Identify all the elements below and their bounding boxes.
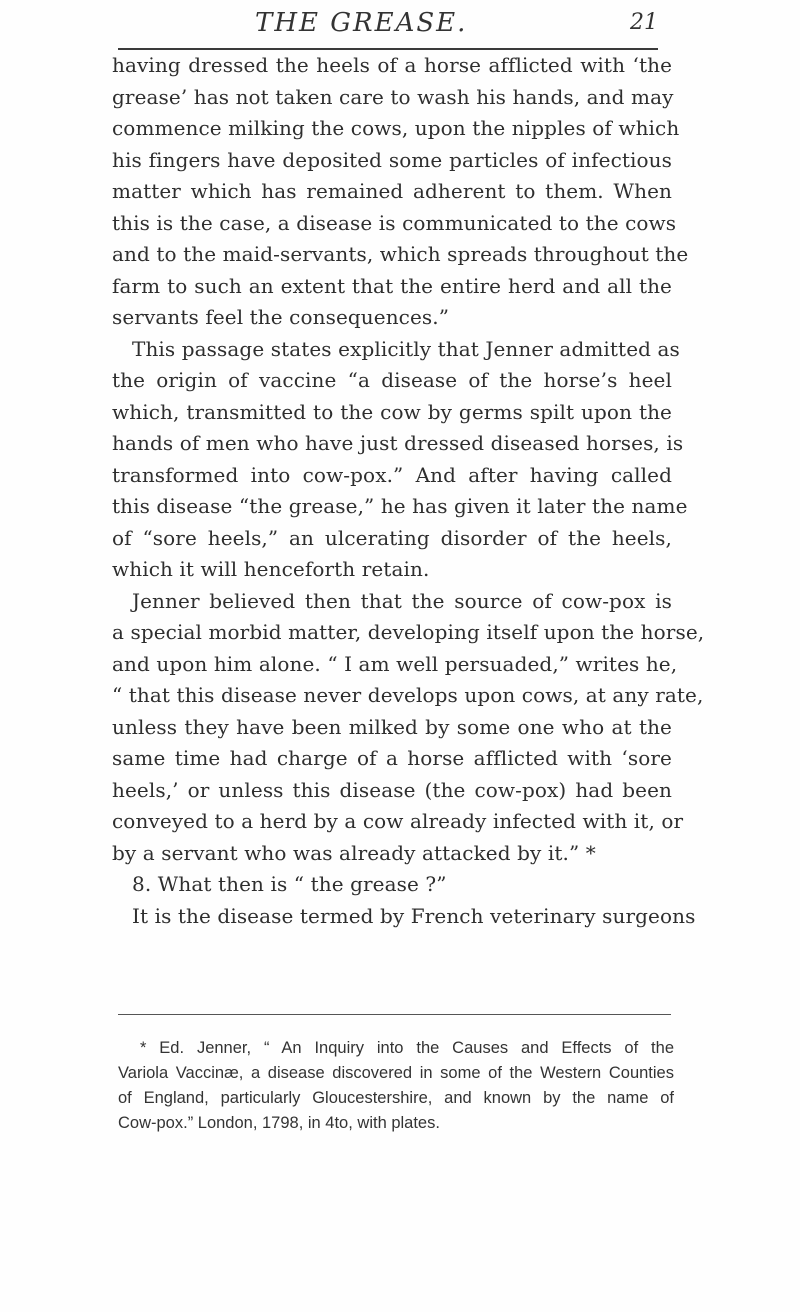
text-line: hands of men who have just dressed diseased horses, is (112, 431, 684, 455)
text-line: transformed into cow-pox.” And after having called (112, 462, 672, 487)
text-line: having dressed the heels of a horse afflicted with ‘the (112, 53, 672, 77)
text-line: by a servant who was already attacked by it.” * (112, 840, 596, 865)
text-line: “ that this disease never develops upon cows, at any rate, (112, 683, 704, 707)
text-line: and to the maid-servants, which spreads throughout the (112, 242, 689, 266)
text-line: of “sore heels,” an ulcerating disorder of the heels, (112, 525, 672, 550)
text-line: It is the disease termed by French veterinary surgeons (132, 903, 696, 928)
footnote-rule (118, 1014, 671, 1015)
running-title: THE GREASE. (255, 8, 468, 38)
text-line: this disease “the grease,” he has given it later the name (112, 494, 688, 518)
footnote-line: * Ed. Jenner, “ An Inquiry into the Causes and Effects of the (140, 1039, 674, 1057)
running-head (0, 8, 800, 48)
text-line: which, transmitted to the cow by germs spilt upon the (112, 399, 672, 424)
text-line: a special morbid matter, developing itself upon the horse, (112, 620, 705, 644)
footnote-line: Variola Vaccinæ, a disease discovered in some of the Western Counties (118, 1064, 674, 1082)
text-line: Jenner believed then that the source of cow-pox is (132, 588, 672, 613)
text-line: grease’ has not taken care to wash his hands, and may (112, 84, 674, 109)
text-line: which it will henceforth retain. (112, 557, 430, 581)
text-line: farm to such an extent that the entire herd and all the (112, 273, 672, 298)
text-line: same time had charge of a horse afflicted with ‘sore (112, 746, 672, 770)
text-line: the origin of vaccine “a disease of the horse’s heel (112, 368, 672, 392)
text-line: unless they have been milked by some one who at the (112, 714, 672, 739)
text-line: servants feel the consequences.” (112, 305, 450, 329)
text-line: matter which has remained adherent to them. When (112, 179, 672, 203)
text-line: commence milking the cows, upon the nipples of which (112, 116, 680, 140)
text-line: and upon him alone. “ I am well persuaded,” writes he, (112, 651, 678, 676)
footnote (118, 1036, 674, 1136)
text-line: his fingers have deposited some particles of infectious (112, 147, 672, 172)
footnote-line: Cow-pox.” London, 1798, in 4to, with plates. (118, 1114, 440, 1132)
body-text (112, 50, 705, 932)
text-line: heels,’ or unless this disease (the cow-pox) had been (112, 777, 672, 802)
page-number: 21 (630, 10, 658, 35)
text-line: This passage states explicitly that Jenner admitted as (132, 336, 680, 361)
section-heading-line: 8. What then is “ the grease ?” (132, 872, 447, 896)
text-line: this is the case, a disease is communicated to the cows (112, 210, 677, 235)
footnote-line: of England, particularly Gloucestershire, and known by the name of (118, 1089, 674, 1107)
text-line: conveyed to a herd by a cow already infected with it, or (112, 809, 684, 833)
